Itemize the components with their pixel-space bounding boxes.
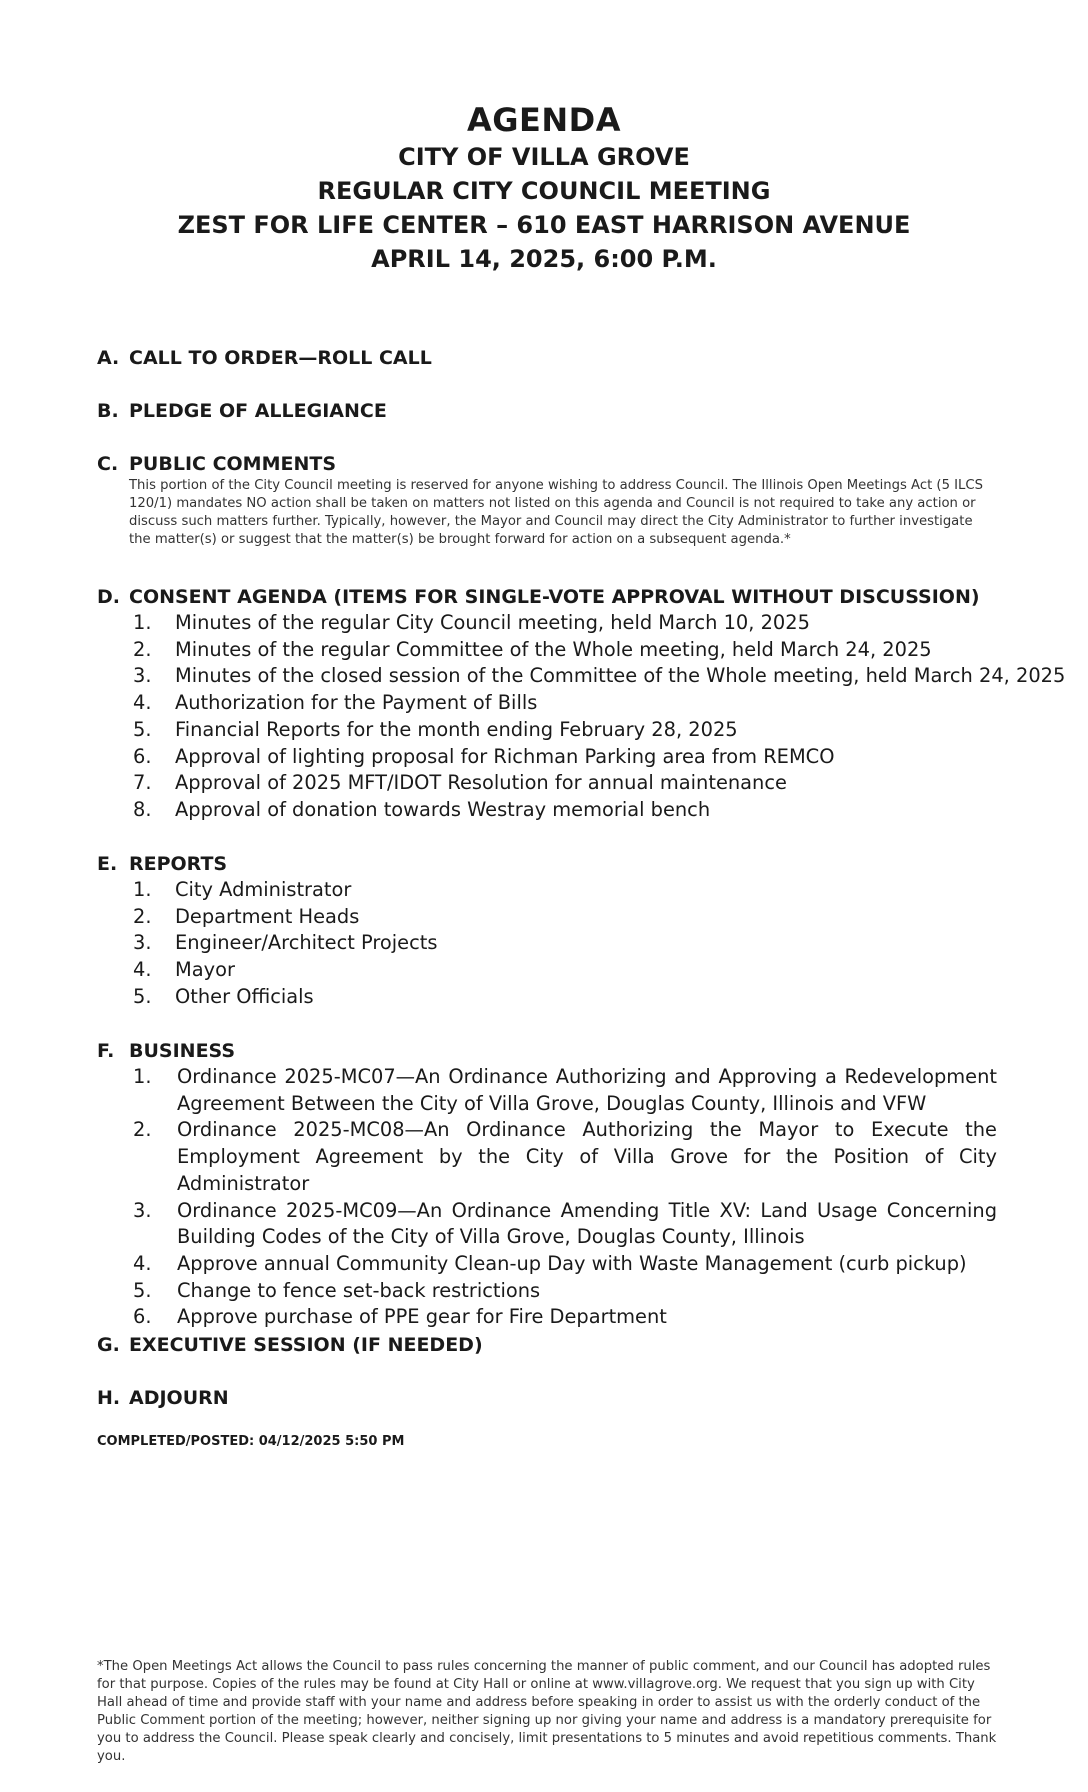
list-item bbox=[97, 690, 997, 717]
list-item bbox=[97, 1117, 997, 1197]
list-item bbox=[97, 877, 997, 904]
page-title: AGENDA bbox=[467, 101, 621, 139]
meeting-datetime: APRIL 14, 2025, 6:00 P.M. bbox=[371, 245, 717, 273]
section-title: EXECUTIVE SESSION (IF NEEDED) bbox=[129, 1334, 483, 1356]
item-text: Department Heads bbox=[175, 904, 360, 928]
posted-timestamp: COMPLETED/POSTED: 04/12/2025 5:50 PM bbox=[97, 1434, 405, 1449]
item-text: Minutes of the regular Committee of the Whole meeting, held March 24, 2025 bbox=[175, 637, 932, 661]
item-text: Financial Reports for the month ending February 28, 2025 bbox=[175, 717, 738, 741]
item-number: 2. bbox=[133, 1118, 152, 1142]
list-item bbox=[97, 984, 997, 1011]
section-heading bbox=[97, 584, 997, 610]
item-number: 1. bbox=[133, 611, 152, 634]
item-text: Minutes of the closed session of the Committee of the Whole meeting, held March 24, 2025 bbox=[175, 664, 1066, 688]
item-number: 6. bbox=[133, 744, 152, 768]
item-number: 4. bbox=[133, 1251, 152, 1275]
section-title: REPORTS bbox=[129, 853, 228, 875]
section-call-to-order bbox=[97, 345, 997, 371]
item-number: 5. bbox=[133, 1278, 152, 1302]
section-executive-session bbox=[97, 1332, 997, 1358]
agenda-header bbox=[0, 100, 1088, 276]
section-reports bbox=[97, 851, 997, 1011]
section-letter: A. bbox=[97, 347, 120, 369]
section-title: PUBLIC COMMENTS bbox=[129, 453, 337, 475]
list-item bbox=[97, 1064, 997, 1117]
item-number: 2. bbox=[133, 904, 152, 928]
item-number: 2. bbox=[133, 637, 152, 661]
section-letter: G. bbox=[97, 1334, 120, 1356]
list-item bbox=[97, 1278, 997, 1305]
item-number: 1. bbox=[133, 878, 152, 901]
item-number: 5. bbox=[133, 984, 152, 1008]
item-text: Ordinance 2025-MC07—An Ordinance Authorizing and Approving a Redevelopment Agreement Between the City of Villa Grove, Douglas County, Illinois and VFW bbox=[177, 1065, 997, 1115]
section-title: ADJOURN bbox=[129, 1387, 229, 1409]
meeting-location: ZEST FOR LIFE CENTER – 610 EAST HARRISON AVENUE bbox=[177, 211, 911, 239]
footer-note: *The Open Meetings Act allows the Council to pass rules concerning the manner of public comment, and our Council has adopted rules for that purpose. Copies of the rules may be found at City Hall or online at www.villagrove.org. We request that you sign up with City Hall ahead of time and provide staff with your name and address before speaking in order to assist us with the orderly conduct of the Public Comment portion of the meeting; however, neither signing up nor giving your name and address is a mandatory prerequisite for you to address the Council. Please speak clearly and concisely, limit presentations to 5 minutes and avoid repetitious comments. Thank you. bbox=[97, 1659, 997, 1764]
item-text: Approve purchase of PPE gear for Fire Department bbox=[177, 1305, 667, 1329]
list-item bbox=[97, 904, 997, 931]
section-title: CALL TO ORDER—ROLL CALL bbox=[129, 347, 432, 369]
section-title: PLEDGE OF ALLEGIANCE bbox=[129, 400, 387, 422]
section-adjourn bbox=[97, 1385, 997, 1411]
section-heading bbox=[97, 451, 997, 477]
section-consent-agenda bbox=[97, 584, 1066, 824]
item-number: 4. bbox=[133, 691, 152, 715]
item-text: Other Officials bbox=[175, 984, 314, 1008]
list-item bbox=[97, 637, 997, 664]
section-letter: B. bbox=[97, 400, 119, 422]
item-text: Authorization for the Payment of Bills bbox=[175, 691, 538, 715]
item-text: Approval of 2025 MFT/IDOT Resolution for annual maintenance bbox=[175, 771, 787, 795]
section-letter: F. bbox=[97, 1040, 115, 1062]
item-text: Approval of lighting proposal for Richman Parking area from REMCO bbox=[175, 744, 835, 768]
section-title: BUSINESS bbox=[129, 1040, 236, 1062]
meeting-type: REGULAR CITY COUNCIL MEETING bbox=[317, 177, 771, 205]
section-letter: C. bbox=[97, 453, 119, 475]
section-heading bbox=[97, 345, 997, 371]
list-item bbox=[97, 1251, 997, 1278]
public-comments-note: This portion of the City Council meeting is reserved for anyone wishing to address Council. The Illinois Open Meetings Act (5 ILCS 120/1) mandates NO action shall be taken on matters not listed on this agenda and Council is not required to take any action or discuss such matters further. Typically, however, the Mayor and Council may direct the City Administrator to further investigate the matter(s) or suggest that the matter(s) be brought forward for action on a subsequent agenda.* bbox=[129, 478, 983, 547]
item-number: 8. bbox=[133, 797, 152, 821]
item-text: Approval of donation towards Westray memorial bench bbox=[175, 797, 711, 821]
section-letter: H. bbox=[97, 1387, 121, 1409]
section-public-comments bbox=[97, 451, 997, 549]
item-text: Approve annual Community Clean-up Day with Waste Management (curb pickup) bbox=[177, 1251, 967, 1275]
section-heading bbox=[97, 398, 997, 424]
consent-items bbox=[97, 610, 1066, 824]
section-letter: D. bbox=[97, 586, 120, 608]
item-number: 4. bbox=[133, 958, 152, 982]
list-item bbox=[97, 957, 997, 984]
section-heading bbox=[97, 1385, 997, 1411]
item-number: 3. bbox=[133, 931, 152, 955]
list-item bbox=[97, 663, 1066, 690]
list-item bbox=[97, 1304, 997, 1331]
item-number: 5. bbox=[133, 717, 152, 741]
section-letter: E. bbox=[97, 853, 118, 875]
item-number: 6. bbox=[133, 1305, 152, 1329]
item-number: 3. bbox=[133, 1198, 152, 1222]
list-item bbox=[97, 610, 997, 637]
item-text: City Administrator bbox=[175, 878, 352, 901]
section-business bbox=[97, 1038, 997, 1331]
list-item bbox=[97, 1198, 997, 1251]
city-name: CITY OF VILLA GROVE bbox=[398, 143, 690, 171]
section-heading bbox=[97, 1332, 997, 1358]
item-number: 3. bbox=[133, 664, 152, 688]
section-title: CONSENT AGENDA (ITEMS FOR SINGLE-VOTE APPROVAL WITHOUT DISCUSSION) bbox=[129, 586, 980, 608]
item-text: Change to fence set-back restrictions bbox=[177, 1278, 541, 1302]
item-text: Ordinance 2025-MC09—An Ordinance Amending Title XV: Land Usage Concerning Building Codes of the City of Villa Grove, Douglas County, Illinois bbox=[177, 1198, 997, 1249]
item-text: Mayor bbox=[175, 958, 235, 982]
item-number: 1. bbox=[133, 1065, 152, 1088]
item-text: Ordinance 2025-MC08—An Ordinance Authorizing the Mayor to Execute the Employment Agreement by the City of Villa Grove for the Position of City Administrator bbox=[177, 1118, 997, 1195]
list-item bbox=[97, 797, 997, 824]
section-heading bbox=[97, 1038, 997, 1064]
item-number: 7. bbox=[133, 771, 152, 795]
report-items bbox=[97, 877, 997, 1011]
item-text: Engineer/Architect Projects bbox=[175, 931, 438, 955]
list-item bbox=[97, 717, 997, 744]
item-text: Minutes of the regular City Council meeting, held March 10, 2025 bbox=[175, 611, 810, 634]
business-items bbox=[97, 1064, 997, 1331]
list-item bbox=[97, 770, 997, 797]
list-item bbox=[97, 744, 997, 771]
section-heading bbox=[97, 851, 997, 877]
list-item bbox=[97, 930, 997, 957]
section-pledge bbox=[97, 398, 997, 424]
